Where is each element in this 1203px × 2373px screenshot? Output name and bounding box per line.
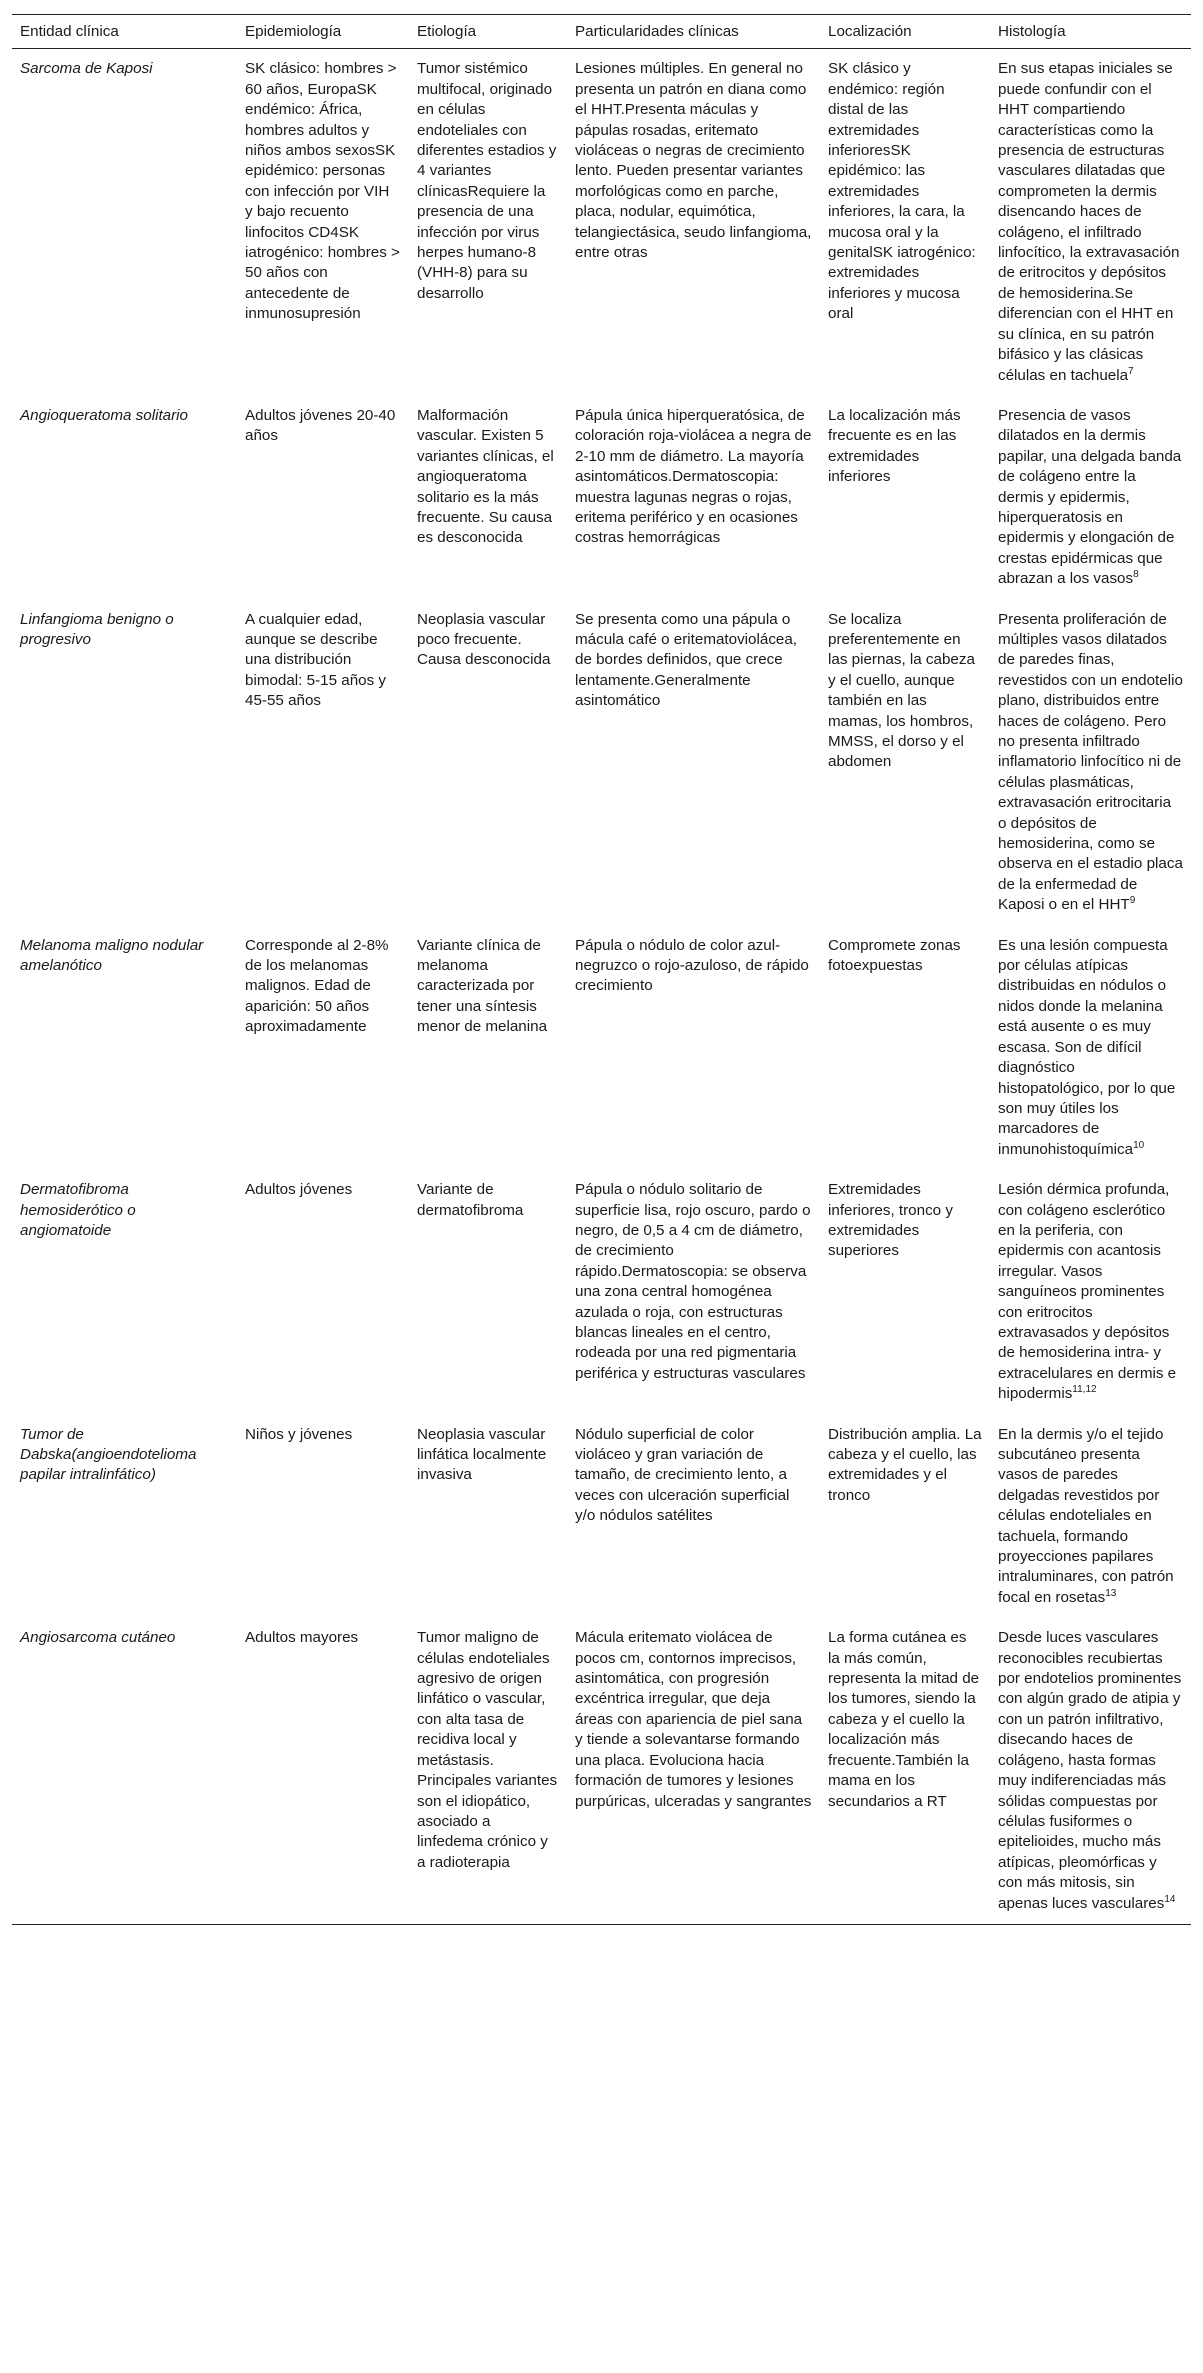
histology-text: Es una lesión compuesta por células atípicas distribuidas en nódulos o nidos donde la melanina está ausente o es muy escasa. Son de difícil diagnóstico histopatológico, por lo que son muy útiles los marcadores de inmunohistoquímica <box>998 936 1176 1158</box>
table-row <box>12 600 1191 926</box>
header-row <box>12 15 1191 49</box>
table-row <box>12 1415 1191 1619</box>
cell-etiology: Neoplasia vascular linfática localmente invasiva <box>417 1425 547 1484</box>
cell-location: SK clásico y endémico: región distal de las extremidades inferioresSK epidémico: las extremidades inferiores, la cara, la mucosa oral y la genitalSK iatrogénico: extremidades inferiores y mucosa oral <box>828 60 976 323</box>
cell-entity: Tumor de Dabska(angioendotelioma papilar intralinfático) <box>20 1425 197 1484</box>
table-row <box>12 396 1191 600</box>
cell-entity: Linfangioma benigno o progresivo <box>20 610 174 648</box>
cell-clinical: Se presenta como una pápula o mácula café o eritematoviolácea, de bordes definidos, que crece lentamente.Generalmente asintomático <box>575 610 798 710</box>
cell-histology <box>990 396 1191 600</box>
reference-superscript: 9 <box>1129 895 1136 907</box>
cell-histology <box>990 1415 1191 1619</box>
cell-entity: Sarcoma de Kaposi <box>20 60 153 78</box>
cell-epidemiology: Adultos mayores <box>237 1618 409 1924</box>
reference-superscript: 10 <box>1133 1139 1145 1151</box>
cell-histology <box>990 49 1191 396</box>
cell-etiology: Tumor sistémico multifocal, originado en células endoteliales con diferentes estadios y 4 variantes clínicasRequiere la presencia de una infección por virus herpes humano-8 (VHH-8) para su desarrollo <box>417 60 557 302</box>
cell-entity: Angiosarcoma cutáneo <box>12 1618 237 1924</box>
cell-clinical: Nódulo superficial de color violáceo y gran variación de tamaño, de crecimiento lento, a veces con ulceración superficial y/o nódulos satélites <box>575 1425 790 1525</box>
histology-text: Desde luces vasculares reconocibles recubiertas por endotelios prominentes con algún grado de atipia y con un patrón infiltrativo, disecando haces de colágeno, hasta formas muy indiferenciadas más sólidas compuestas por células fusiformes o epitelioides, mucho más atípicas, pleomórficas y con más mitosis, sin apenas luces vasculares <box>998 1629 1182 1912</box>
header-clinical: Particularidades clínicas <box>567 15 820 49</box>
cell-location: La localización más frecuente es en las extremidades inferiores <box>828 406 961 486</box>
header-etiology: Etiología <box>409 15 567 49</box>
cell-etiology: Variante clínica de melanoma caracterizada por tener una síntesis menor de melanina <box>417 936 548 1036</box>
cell-etiology: Malformación vascular. Existen 5 variantes clínicas, el angioqueratoma solitario es la más frecuente. Su causa es desconocida <box>417 406 554 547</box>
histology-text: En sus etapas iniciales se puede confundir con el HHT compartiendo características como la presencia de estructuras vasculares dilatadas que comprometen la dermis disencando haces de colágeno, el infiltrado linfocítico, la extravasación de eritrocitos y depósitos de hemosiderina.Se diferencian con el HHT en su clínica, en su patrón bifásico y las clásicas células en tachuela <box>998 60 1180 384</box>
cell-clinical: Pápula o nódulo de color azul-negruzco o rojo-azuloso, de rápido crecimiento <box>575 936 809 995</box>
cell-clinical: Mácula eritemato violácea de pocos cm, contornos imprecisos, asintomática, con progresión excéntrica irregular, que deja áreas con apariencia de piel sana y tiende a solevantarse formando una placa. Evoluciona hacia formación de tumores y lesiones purpúricas, ulceradas y sangrantes <box>567 1618 820 1924</box>
cell-etiology: Variante de dermatofibroma <box>417 1181 524 1219</box>
cell-entity: Dermatofibroma hemosiderótico o angiomatoide <box>20 1181 136 1239</box>
cell-entity: Melanoma maligno nodular amelanótico <box>20 936 204 975</box>
cell-epidemiology: A cualquier edad, aunque se describe una distribución bimodal: 5-15 años y 45-55 años <box>245 610 386 710</box>
cell-histology <box>990 600 1191 926</box>
header-entity: Entidad clínica <box>12 15 237 49</box>
cell-clinical: Lesiones múltiples. En general no presenta un patrón en diana como el HHT.Presenta máculas y pápulas rosadas, eritemato violáceas o negras de crecimiento lento. Pueden presentar variantes morfológicas como en parche, placa, nodular, equimótica, telangiectásica, seudo linfangioma, entre otras <box>575 60 812 262</box>
cell-entity: Angioqueratoma solitario <box>20 406 189 424</box>
cell-epidemiology: Corresponde al 2-8% de los melanomas malignos. Edad de aparición: 50 años aproximadamente <box>245 936 389 1036</box>
cell-clinical: Pápula o nódulo solitario de superficie lisa, rojo oscuro, pardo o negro, de 0,5 a 4 cm de diámetro, de crecimiento rápido.Dermatoscopia: se observa una zona central homogénea azulada o roja, con estructuras blancas lineales en el centro, rodeada por una red pigmentaria periférica y estructuras vasculares <box>575 1181 811 1382</box>
table-body <box>12 49 1191 1925</box>
header-location: Localización <box>820 15 990 49</box>
cell-epidemiology: Niños y jóvenes <box>245 1425 353 1443</box>
cell-histology <box>990 1170 1191 1414</box>
cell-etiology: Neoplasia vascular poco frecuente. Causa desconocida <box>417 610 551 669</box>
clinical-entities-table <box>12 14 1191 1925</box>
cell-location: Distribución amplia. La cabeza y el cuello, las extremidades y el tronco <box>828 1425 982 1504</box>
cell-location: Compromete zonas fotoexpuestas <box>828 936 961 975</box>
histology-text: Presencia de vasos dilatados en la dermis papilar, una delgada banda de colágeno entre la dermis y epidermis, hiperqueratosis en epidermis y elongación de crestas epidérmicas que abrazan a los vasos <box>998 406 1182 588</box>
cell-epidemiology: SK clásico: hombres > 60 años, EuropaSK endémico: África, hombres adultos y niños ambos sexosSK epidémico: personas con infección por VIH y bajo recuento linfocitos CD4SK iatrogénico: hombres > 50 años con antecedente de inmunosupresión <box>245 60 400 323</box>
cell-epidemiology: Adultos jóvenes 20-40 años <box>245 406 396 445</box>
reference-superscript: 11,12 <box>1072 1384 1097 1396</box>
cell-etiology: Tumor maligno de células endoteliales agresivo de origen linfático o vascular, con alta tasa de recidiva local y metástasis. Principales variantes son el idiopático, asociado a linfedema crónico y a radioterapia <box>409 1618 567 1924</box>
header-histology: Histología <box>990 15 1191 49</box>
histology-text: Presenta proliferación de múltiples vasos dilatados de paredes finas, revestidos con un endotelio plano, distribuidos entre haces de colágeno. Pero no presenta infiltrado inflamatorio linfocítico ni de células plasmáticas, extravasación eritrocitaria o depósitos de hemosiderina, como se observa en el estadio placa de la enfermedad de Kaposi o en el HHT <box>998 610 1183 914</box>
cell-histology <box>990 1618 1191 1924</box>
table-header <box>12 15 1191 49</box>
table-row <box>12 1618 1191 1924</box>
histology-text: En la dermis y/o el tejido subcutáneo presenta vasos de paredes delgadas revestidos por células endoteliales en tachuela, formando proyecciones papilares intraluminares, con patrón focal en rosetas <box>998 1425 1174 1606</box>
cell-location: La forma cutánea es la más común, representa la mitad de los tumores, siendo la cabeza y el cuello la localización más frecuente.También la mama en los secundarios a RT <box>820 1618 990 1924</box>
cell-location: Extremidades inferiores, tronco y extremidades superiores <box>828 1181 953 1260</box>
reference-superscript: 14 <box>1164 1893 1176 1905</box>
histology-text: Lesión dérmica profunda, con colágeno esclerótico en la periferia, con epidermis con acantosis irregular. Vasos sanguíneos prominentes con eritrocitos extravasados y depósitos de hemosiderina intra- y extracelulares en dermis e hipodermis <box>998 1181 1177 1403</box>
cell-location: Se localiza preferentemente en las piernas, la cabeza y el cuello, aunque también en las mamas, los hombros, MMSS, el dorso y el abdomen <box>828 610 975 771</box>
cell-clinical: Pápula única hiperqueratósica, de coloración roja-violácea a negra de 2-10 mm de diámetro. La mayoría asintomáticos.Dermatoscopia: muestra lagunas negras o rojas, eritema periférico y en ocasiones costras hemorrágicas <box>575 406 812 547</box>
table-row <box>12 49 1191 396</box>
reference-superscript: 13 <box>1105 1587 1117 1599</box>
header-epidemiology: Epidemiología <box>237 15 409 49</box>
cell-epidemiology: Adultos jóvenes <box>245 1181 353 1199</box>
cell-histology <box>990 926 1191 1170</box>
reference-superscript: 7 <box>1128 365 1134 377</box>
table-row <box>12 1170 1191 1414</box>
reference-superscript: 8 <box>1133 569 1139 581</box>
table-row <box>12 926 1191 1170</box>
